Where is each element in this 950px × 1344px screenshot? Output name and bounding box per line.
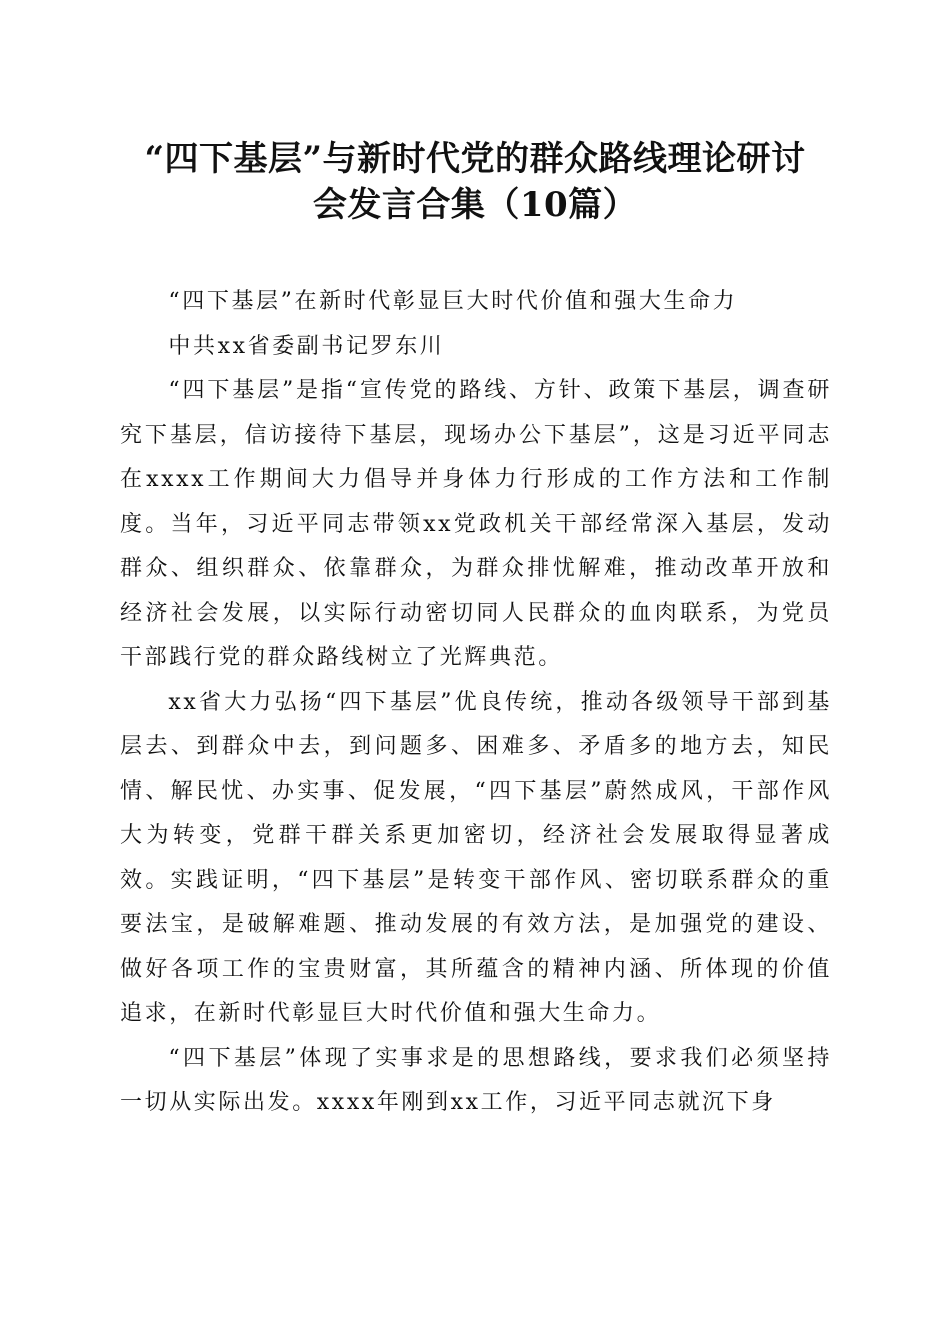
title-line-1: “四下基层”与新时代党的群众路线理论研讨 [144,139,806,179]
speech-heading: “四下基层”在新时代彰显巨大时代价值和强大生命力 [168,289,738,314]
body-paragraph-3: “四下基层”体现了实事求是的思想路线，要求我们必须坚持一切从实际出发。xxxx年刚到xx工作，习近平同志就沉下身 [120,1045,832,1115]
body-paragraph-2: xx省大力弘扬“四下基层”优良传统，推动各级领导干部到基层去、到群众中去，到问题多、困难多、矛盾多的地方去，知民情、解民忧、办实事、促发展，“四下基层”蔚然成风，干部作风大为转变，党群干群关系更加密切，经济社会发展取得显著成效。实践证明，“四下基层”是转变干部作风、密切联系群众的重要法宝，是破解难题、推动发展的有效方法，是加强党的建设、做好各项工作的宝贵财富，其所蕴含的精神内涵、所体现的价值追求，在新时代彰显巨大时代价值和强大生命力。 [120,689,832,1026]
title-line-2: 会发言合集（10篇） [312,185,638,225]
speaker-line: 中共xx省委副书记罗东川 [168,333,445,359]
document-title [120,136,830,228]
body-paragraph-1: “四下基层”是指“宣传党的路线、方针、政策下基层，调查研究下基层，信访接待下基层，现场办公下基层”，这是习近平同志在xxxx工作期间大力倡导并身体力行形成的工作方法和工作制度。当年，习近平同志带领xx党政机关干部经常深入基层，发动群众、组织群众、依靠群众，为群众排忧解难，推动改革开放和经济社会发展，以实际行动密切同人民群众的血肉联系，为党员干部践行党的群众路线树立了光辉典范。 [120,378,832,670]
document-body [120,280,832,1126]
